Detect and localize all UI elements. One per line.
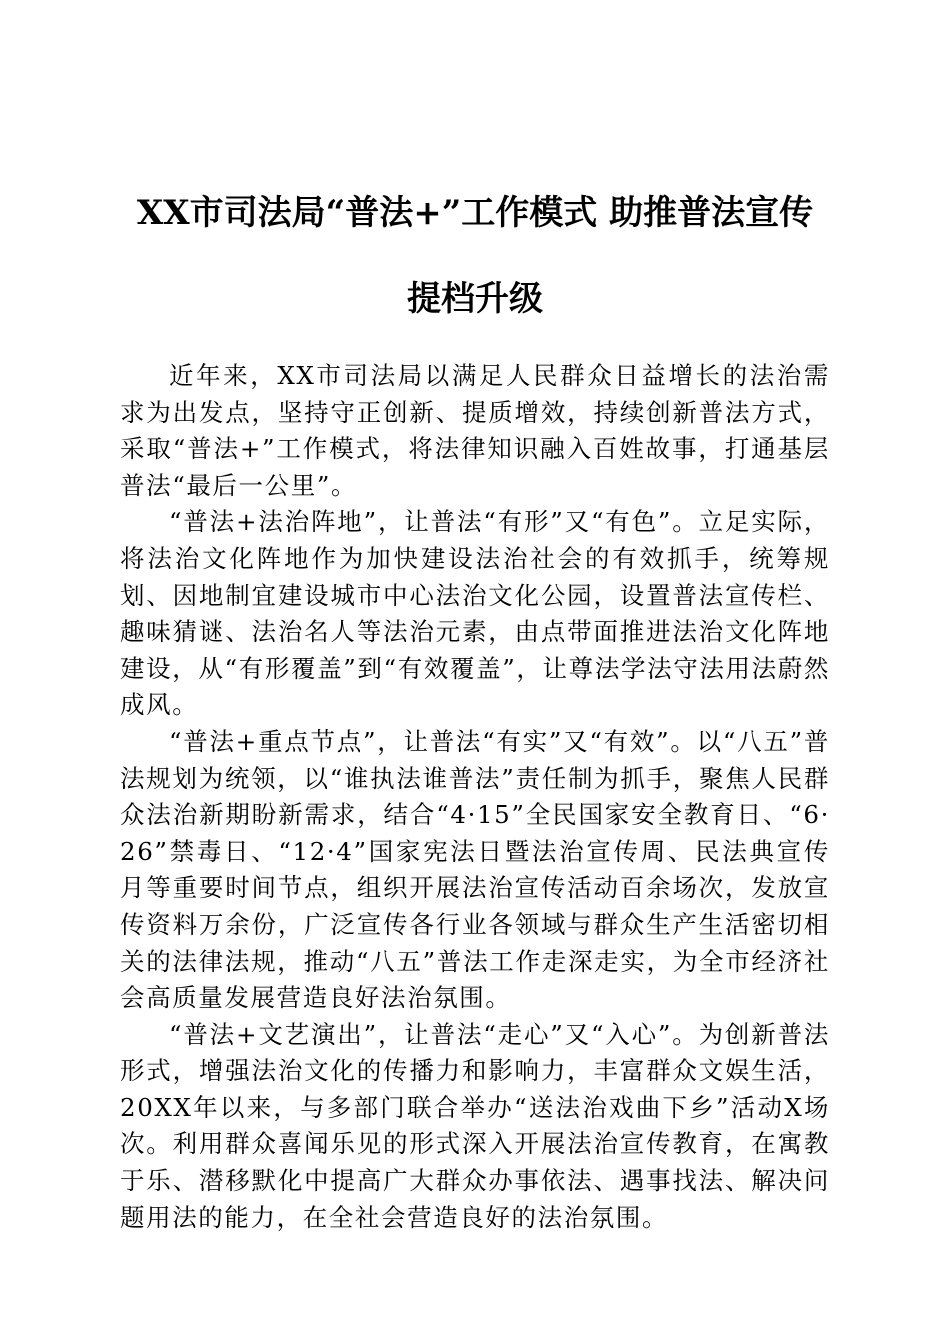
paragraph-intro: 近年来，XX市司法局以满足人民群众日益增长的法治需求为出发点，坚持守正创新、提质增效，持续创新普法方式，采取“普法+”工作模式，将法律知识融入百姓故事，打通基层普法“最后一公里”。 (120, 361, 830, 500)
paragraph-legal-positions: “普法+法治阵地”，让普法“有形”又“有色”。立足实际，将法治文化阵地作为加快建设法治社会的有效抓手，统筹规划、因地制宜建设城市中心法治文化公园，设置普法宣传栏、趣味猜谜、法治名人等法治元素，由点带面推进法治文化阵地建设，从“有形覆盖”到“有效覆盖”，让尊法学法守法用法蔚然成风。 (120, 507, 830, 720)
title-line-2: 提档升级 (407, 279, 543, 319)
paragraph-key-dates: “普法+重点节点”，让普法“有实”又“有效”。以“八五”普法规划为统领，以“谁执法谁普法”责任制为抓手，聚焦人民群众法治新期盼新需求，结合“4·15”全民国家安全教育日、“6·26”禁毒日、“12·4”国家宪法日暨法治宣传周、民法典宣传月等重要时间节点，组织开展法治宣传活动百余场次，发放宣传资料万余份，广泛宣传各行业各领域与群众生产生活密切相关的法律法规，推动“八五”普法工作走深走实，为全市经济社会高质量发展营造良好法治氛围。 (120, 726, 830, 1013)
document-title (110, 170, 840, 342)
document-body (120, 358, 830, 1236)
title-line-1: XX市司法局“普法+”工作模式 助推普法宣传 (136, 193, 814, 233)
paragraph-art-performances: “普法+文艺演出”，让普法“走心”又“入心”。为创新普法形式，增强法治文化的传播力和影响力，丰富群众文娱生活，20XX年以来，与多部门联合举办“送法治戏曲下乡”活动X场次。利用群众喜闻乐见的形式深入开展法治宣传教育，在寓教于乐、潜移默化中提高广大群众办事依法、遇事找法、解决问题用法的能力，在全社会营造良好的法治氛围。 (120, 1019, 830, 1232)
